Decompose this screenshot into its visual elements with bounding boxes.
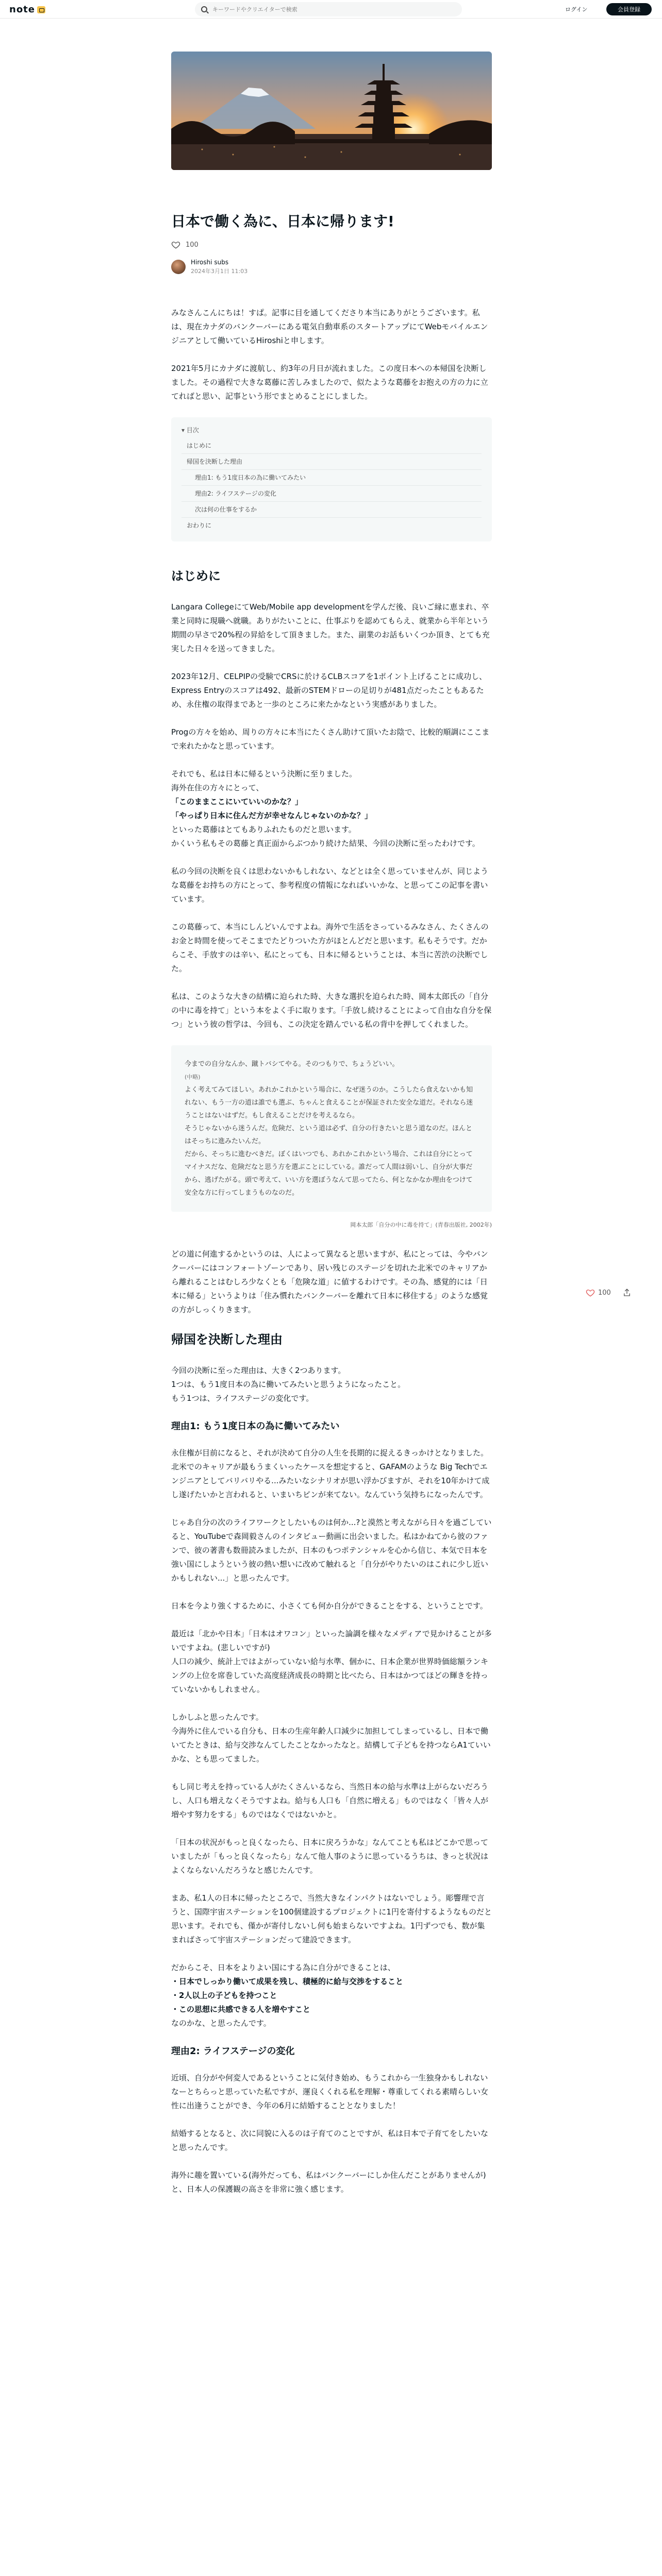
avatar[interactable] <box>171 260 186 274</box>
top-navigation-bar <box>0 0 662 19</box>
quote-line: (中略) <box>185 1074 201 1080</box>
line: それでも、私は日本に帰るという決断に至りました。 <box>171 769 357 778</box>
toc-item[interactable]: 理由2: ライフステージの変化 <box>181 486 482 502</box>
blockquote <box>171 1045 492 1212</box>
line: 1つは、もう1度日本の為に働いてみたいと思うようになったこと。 <box>171 1380 406 1389</box>
search-icon <box>201 6 207 12</box>
line: だからこそ、日本をよりよい国にする為に自分ができることは、 <box>171 1963 395 1972</box>
line: 「このままここにいていいのかな？」 <box>171 797 303 806</box>
line: かくいう私もその葛藤と真正面からぶつかり続けた結果、今回の決断に至ったわけです。 <box>171 839 480 848</box>
paragraph: Progの方々を始め、周りの方々に本当にたくさん助けて頂いたお陰で、比較的順調にここまで来れたかなと思っています。 <box>171 727 490 751</box>
subsection-heading: 理由2: ライフステージの変化 <box>171 2046 295 2057</box>
paragraph: 2021年5月にカナダに渡航し、約3年の月日が流れました。この度日本への本帰国を決断しました。その過程で大きな葛藤に苦しみましたので、似たような葛藤をお抱えの方の力に立てればと思い、記事という形でまとめることにしました。 <box>171 364 488 401</box>
paragraph-group <box>171 767 492 851</box>
quote-line: そうじゃないから迷うんだ。危険だ、という道は必ず、自分の行きたいと思う道なのだ。ほんとはそっちに進みたいんだ。 <box>185 1125 472 1145</box>
paragraph: みなさんこんにちは！すぱ。記事に目を通してくださり本当にありがとうございます。私は、現在カナダのバンクーバーにある電気自動車系のスタートアップにてWebモバイルエンジニアとして働いているHiroshiと申します。 <box>171 308 488 345</box>
paragraph: どの道に何進するかというのは、人によって異なると思いますが、私にとっては、今やバンクーバーにはコンフォートゾーンであり、居い残じのステージを切れた北米でのキャリアから離れることはむしろ少なくとも「危険な道」に値するわけです。その為、感覚的には「日本に帰る」というよりは「住み慣れたバンクーバーを離れて日本に移住する」のような感覚の方がしっくりきます。 <box>171 1249 488 1314</box>
share-icon[interactable] <box>622 1288 632 1297</box>
quote-line: 今までの自分なんか、蹴トバシてやる。そのつもりで、ちょうどいい。 <box>185 1060 399 1068</box>
subsection-heading: 理由1: もう1度日本の為に働いてみたい <box>171 1421 340 1432</box>
paragraph: この葛藤って、本当にしんどいんですよね。海外で生活をさっているみなさん、たくさんのお金と時間を使ってそこまでたどりついた方がほとんどだと思います。私もそうです。だからこそ、手放すのは辛い、私にとっても、日本に帰るということは、本当に苦渋の決断でした。 <box>171 922 489 973</box>
paragraph-group <box>171 1364 492 1405</box>
like-count: 100 <box>186 241 198 249</box>
toc-item[interactable]: おわりに <box>187 522 212 529</box>
search-input[interactable] <box>212 6 439 13</box>
section-heading: はじめに <box>171 569 221 583</box>
line: といった葛藤はとてもありふれたものだと思います。 <box>171 825 356 834</box>
signup-button[interactable]: 会員登録 <box>606 3 652 15</box>
toc-toggle-icon: ▾ <box>181 427 187 434</box>
like-row <box>171 240 492 249</box>
paragraph: 海外に趣を置いている(海外だっても、私はバンクーバーにしか住んだことがありませんが)と、日本人の保護観の高さを非常に強く感じます。 <box>171 2171 486 2194</box>
line: 今海外に住んでいる自分も、日本の生産年齢人口減少に加担してしまっているし、日本で働いてたときは、給与交渉なんてしたことなかったなと。結構して子どもを持つならA1ていいかな、とも思ってました。 <box>171 1726 491 1764</box>
paragraph: 私は、このような大きの結構に迫られた時、大きな選択を迫られた時、岡本太郎氏の「自分の中に毒を持て」という本をよく手に取ります。「手放し続けることによって自由な自分を保つ」という彼の哲学は、今回も、この決定を踏んでいる私の背中を押してくれました。 <box>171 992 492 1029</box>
line: 海外在住の方々にとって、 <box>171 783 264 792</box>
publish-date: 2024年3月1日 11:03 <box>191 268 248 275</box>
list-item: ・この思想に共感できる人を増やすこと <box>171 2005 311 2014</box>
note-logo[interactable] <box>9 4 45 15</box>
search-box[interactable] <box>195 2 462 16</box>
logo-mark-icon <box>37 6 45 13</box>
heart-icon[interactable] <box>586 1288 595 1297</box>
line: 人口の減少、統計上ではよがっていない給与水準、個かに、日本企業が世界時価総額ランキングの上位を席巻していた高度経済成長の時期と比べたら、日本はかつてほどの輝きを持っていないかもしれません。 <box>171 1657 489 1694</box>
section-heading: 帰国を決断した理由 <box>171 1332 283 1347</box>
paragraph: 永住権が目前になると、それが決めて自分の人生を長期的に捉えるきっかけとなりました。北米でのキャリアが最もうまくいったケースを想定すると、GAFAMのような Big Techでエンジニアとしてバリバリやる...みたいなシナリオが思い浮かびますが、それを10年かけて成し遂げたいかと言われると、いまいちピンが来てない。なんていう気持ちになったんです。 <box>171 1448 490 1499</box>
article-title: 日本で働く為に、日本に帰ります! <box>171 213 394 230</box>
author-info[interactable] <box>171 259 492 275</box>
paragraph: 2023年12月、CELPIPの受験でCRSに於けるCLBスコアを1ポイント上げることに成功し、Express Entryのスコアは492、最新のSTEMドローの足切りが481点だったこともあるため、永住権の取得まであと一歩のところに来たかなという実感がありました。 <box>171 672 487 709</box>
paragraph: 私の今回の決断を良くは思わないかもしれない、などとは全く思っていませんが、同じような葛藤をお持ちの方にとって、参考程度の情報になればいいかな、と思ってこの記事を書いています。 <box>171 867 489 904</box>
quote-citation: 岡本太郎「自分の中に毒を持て」(青春出版社, 2002年) <box>350 1222 492 1228</box>
paragraph: 「日本の状況がもっと良くなったら、日本に戻ろうかな」なんてことも私はどこかで思っていましたが「もっと良くなったら」なんて他人事のように思っているうちは、きっと状況はよくならないんだろうなと感じたんです。 <box>171 1838 489 1875</box>
article <box>171 52 492 2210</box>
line: なのかな、と思ったんです。 <box>171 2019 271 2028</box>
paragraph: じゃあ自分の次のライフワークとしたいものは何か...?と漠然と考えながら日々を過ごしていると、YouTubeで森岡毅さんのインタビュー動画に出会いました。私はかねてから彼のファンで、彼の著書も数冊読みましたが、日本のもつポテンシャルを心から信じ、本気で日本を強い国にしようという彼の熱い想いに改めて触れると「自分がやりたいのはこれに少し近いかもしれない...」と思ったんです。 <box>171 1518 492 1583</box>
paragraph-group <box>171 1961 492 2030</box>
line: 今回の決断に至った理由は、大きく2つあります。 <box>171 1366 346 1375</box>
toc-item[interactable]: 理由1: もう1度日本の為に働いてみたい <box>181 470 482 486</box>
heart-icon[interactable] <box>171 240 180 249</box>
paragraph-group <box>171 1627 492 1697</box>
table-of-contents <box>171 417 492 541</box>
toc-item[interactable]: 帰国を決断した理由 <box>181 454 482 470</box>
toc-header[interactable] <box>181 426 482 435</box>
article-body <box>171 306 492 2196</box>
paragraph-group <box>171 1710 492 1766</box>
toc-item[interactable]: 次は何の仕事をするか <box>181 502 482 518</box>
paragraph: Langara CollegeにてWeb/Mobile app developmentを学んだ後、良いご縁に恵まれ、卒業と同時に現職へ就職。ありがたいことに、仕事ぶりを認めてもらえ、就業から半年という期間の早さで20%程の昇給をして頂きました。また、副業のお話もいくつか頂き、とても充実した日々を送ってきました。 <box>171 602 490 653</box>
quote-line: だから、そっちに進むべきだ。ぼくはいつでも、あれかこれかという場合、これは自分にとってマイナスだな、危険だなと思う方を選ぶことにしている。誰だって人間は弱いし、自分が大事だから、逃げたがる。頭で考えて、いい方を選ぼうなんて思ってたら、何となかなか理由をつけて安全な方に行ってしまうものなのだ。 <box>185 1150 473 1197</box>
list-item: ・2人以上の子どもを持つこと <box>171 1991 277 2000</box>
quote-line: よく考えてみてほしい。あれかこれかという場合に、なぜ迷うのか。こうしたら食えないかも知れない、もう一方の道は誰でも選ぶ、ちゃんと食えることが保証された安全な道だ。それなら迷うことはないはずだ。もし食えることだけを考えるなら。 <box>185 1086 473 1120</box>
line: 「やっぱり日本に住んだ方が幸せなんじゃないのかな？」 <box>171 811 373 820</box>
line: 最近は「北かや日本」「日本はオワコン」といった論調を様々なメディアで見かけることが多いですよね。(悲しいですが) <box>171 1629 492 1652</box>
paragraph: 日本を今より強くするために、小さくても何か自分ができることをする、ということです。 <box>171 1601 488 1611</box>
author-name[interactable]: Hiroshi subs <box>191 259 229 266</box>
like-count: 100 <box>598 1289 611 1297</box>
hero-image <box>171 52 492 170</box>
line: しかしふと思ったんです。 <box>171 1713 263 1722</box>
floating-like-bar <box>586 1288 632 1297</box>
list-item: ・日本でしっかり働いて成果を残し、積極的に給与交渉をすること <box>171 1977 404 1986</box>
paragraph: もし同じ考えを持っている人がたくさんいるなら、当然日本の給与水準は上がらないだろうし、人口も増えなくそうですよね。給与も人口も「自然に増える」ものではなく「皆々人が増やす努力をする」ものではなくではないかと。 <box>171 1782 489 1819</box>
login-button[interactable]: ログイン <box>565 6 588 13</box>
paragraph: 結婚するとなると、次に同貌に入るのは子育てのことですが、私は日本で子育てをしたいなと思ったんです。 <box>171 2129 489 2152</box>
line: もう1つは、ライフステージの変化です。 <box>171 1394 314 1403</box>
logo-text: note <box>9 4 35 15</box>
paragraph: 近頃、自分がや何変人であるということに気付き始め、もうこれから一生独身かもしれないなーとちらっと思っていた私ですが、運良くくれる私を理解・尊重してくれる素晴らしい女性に出逢うことができ、今年の6月に結婚することとなりました！ <box>171 2073 489 2110</box>
paragraph: まあ、私1人の日本に帰ったところで、当然大きなインパクトはないでしょう。彫響理で言うと、国際宇宙ステーションを100個建設するプロジェクトに1円を寄付するようなものだと思います。それでも、僅かが寄付しないし何も始まらないですよね。1円ずつでも、数が集まればさって宇宙ステーションだって建設できます。 <box>171 1893 492 1944</box>
toc-item[interactable]: はじめに <box>181 438 482 454</box>
toc-label: 目次 <box>186 427 199 434</box>
